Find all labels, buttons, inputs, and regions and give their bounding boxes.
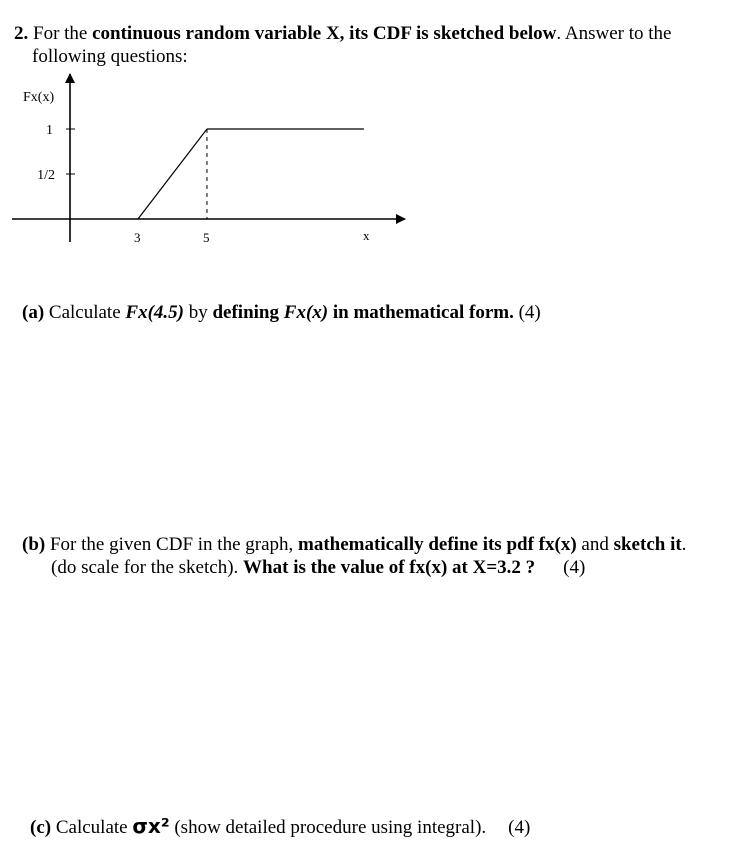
y-axis-label: Fx(x) xyxy=(23,90,55,105)
qb-label: (b) xyxy=(22,534,46,555)
question-number: 2. xyxy=(14,23,29,44)
x-axis-label: x xyxy=(363,228,370,243)
qa-bold-2: in mathematical form. xyxy=(328,302,514,323)
question-b-text xyxy=(22,533,727,579)
qc-label: (c) xyxy=(30,817,52,838)
y-tick-label-1-2: 1/2 xyxy=(37,168,55,183)
qb-bold-2: sketch it xyxy=(613,534,682,555)
q2-text-1: For the xyxy=(28,23,93,44)
x-tick-label-5: 5 xyxy=(202,230,210,245)
qb-line-2 xyxy=(22,556,727,579)
qa-text-2: by xyxy=(183,302,213,323)
x-tick-label-3: 3 xyxy=(133,230,141,245)
qb-text-4: (do scale for the sketch). xyxy=(51,557,244,578)
qa-function-1: Fx(4.5) xyxy=(125,302,184,323)
qa-points: (4) xyxy=(513,302,541,323)
qb-text-1: For the given CDF in the graph, xyxy=(45,534,299,555)
qa-text-1: Calculate xyxy=(44,302,126,323)
y-tick-label-1: 1 xyxy=(46,123,53,138)
cdf-ramp-line xyxy=(138,129,207,219)
qc-points: (4) xyxy=(508,817,531,838)
q2-bold-1: continuous random variable X, its CDF is sketched below xyxy=(92,23,557,44)
qb-points: (4) xyxy=(563,557,586,578)
qb-text-2: and xyxy=(576,534,614,555)
question-a-text xyxy=(22,301,722,324)
qa-label: (a) xyxy=(22,302,45,323)
qc-sigma-symbol: σx² xyxy=(132,814,170,838)
qc-text-2: (show detailed procedure using integral). xyxy=(169,817,487,838)
qc-text-1: Calculate xyxy=(51,817,133,838)
q2-text-2: . Answer to the xyxy=(556,23,672,44)
qa-function-2: Fx(x) xyxy=(283,302,329,323)
question-c-text xyxy=(30,815,630,839)
qb-text-3: . xyxy=(681,534,687,555)
qa-bold-1: defining xyxy=(212,302,284,323)
qb-bold-1: mathematically define its pdf fx(x) xyxy=(298,534,577,555)
q2-text-3: following questions: xyxy=(32,46,188,67)
qb-bold-3: What is the value of fx(x) at X=3.2 ? xyxy=(243,557,536,578)
